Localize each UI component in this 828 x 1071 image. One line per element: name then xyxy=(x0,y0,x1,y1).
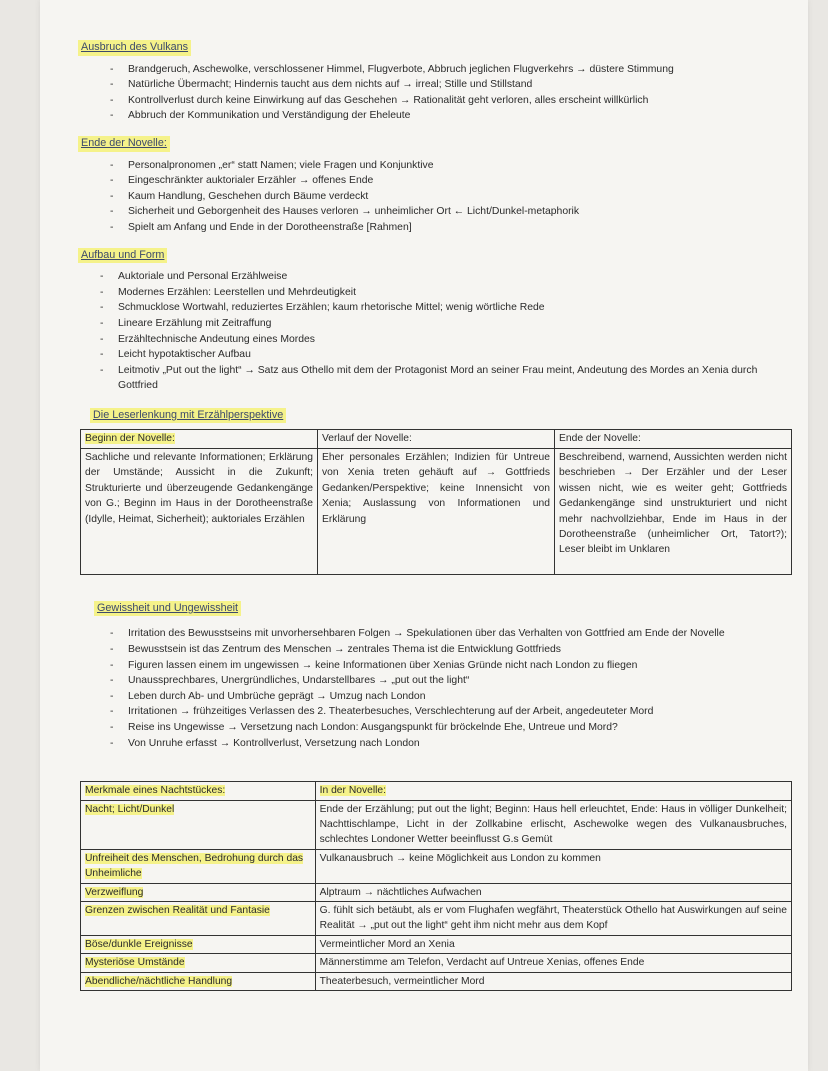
table-row xyxy=(81,849,792,883)
list-item: - Bewusstsein ist das Zentrum des Menschen → zentrales Thema ist die Entwicklung Gottfrieds xyxy=(110,642,792,658)
table-row xyxy=(81,782,792,800)
bullet-list xyxy=(80,269,792,394)
table-cell: Nacht; Licht/Dunkel xyxy=(81,800,316,849)
list-item: - Schmucklose Wortwahl, reduziertes Erzählen; kaum rhetorische Mittel; wenig wörtliche Rede xyxy=(100,300,792,316)
table-cell: Theaterbesuch, vermeintlicher Mord xyxy=(315,972,791,990)
document-page xyxy=(40,0,808,1071)
section-heading: Ende der Novelle: xyxy=(78,136,170,152)
table-row xyxy=(81,800,792,849)
table-cell: Männerstimme am Telefon, Verdacht auf Untreue Xenias, offenes Ende xyxy=(315,954,791,972)
table-cell: Vulkanausbruch → keine Möglichkeit aus London zu kommen xyxy=(315,849,791,883)
list-item: - Personalpronomen „er“ statt Namen; viele Fragen und Konjunktive xyxy=(110,158,792,174)
table-cell: G. fühlt sich betäubt, als er vom Flughafen wegfährt, Theaterstück Othello hat Auswirkungen auf seine Realität → „put out the light“ geht ihm nicht mehr aus dem Kopf xyxy=(315,902,791,936)
table-header-cell: Beginn der Novelle: xyxy=(81,430,318,448)
table-row xyxy=(81,972,792,990)
leserlenkung-table xyxy=(80,429,792,574)
section-ende xyxy=(80,136,792,236)
table-cell: Verzweiflung xyxy=(81,883,316,901)
list-item: - Leitmotiv „Put out the light“ → Satz aus Othello mit dem der Protagonist Mord an seiner Frau meint, Andeutung des Mordes an Xenia durch Gottfried xyxy=(100,363,792,394)
page-content xyxy=(80,40,792,991)
section-leserlenkung xyxy=(80,408,792,575)
list-item: - Lineare Erzählung mit Zeitraffung xyxy=(100,316,792,332)
list-item: - Irritationen → frühzeitiges Verlassen des 2. Theaterbesuches, Verschlechterung auf der Arbeit, angedeuteter Mord xyxy=(110,704,792,720)
table-cell: Mysteriöse Umstände xyxy=(81,954,316,972)
table-cell: Alptraum → nächtliches Aufwachen xyxy=(315,883,791,901)
table-cell: Sachliche und relevante Informationen; Erklärung der Umstände; Aussicht in die Zukunft; Strukturierte und überzeugende Gedankengänge von G.; Beginn im Haus in der Dorotheenstraße (Idylle, Heimat, Sicherheit); auktoriales Erzählen xyxy=(81,448,318,574)
list-item: - Kaum Handlung, Geschehen durch Bäume verdeckt xyxy=(110,189,792,205)
list-item: - Spielt am Anfang und Ende in der Dorotheenstraße [Rahmen] xyxy=(110,220,792,236)
list-item: - Brandgeruch, Aschewolke, verschlossener Himmel, Flugverbote, Abbruch jeglichen Flugverkehrs → düstere Stimmung xyxy=(110,62,792,78)
table-cell: Unfreiheit des Menschen, Bedrohung durch das Unheimliche xyxy=(81,849,316,883)
table-row xyxy=(81,935,792,953)
list-item: - Modernes Erzählen: Leerstellen und Mehrdeutigkeit xyxy=(100,285,792,301)
list-item: - Auktoriale und Personal Erzählweise xyxy=(100,269,792,285)
list-item: - Abbruch der Kommunikation und Verständigung der Eheleute xyxy=(110,108,792,124)
section-heading: Aufbau und Form xyxy=(78,248,167,264)
list-item: - Figuren lassen einem im ungewissen → keine Informationen über Xenias Gründe nicht nach London zu fliegen xyxy=(110,658,792,674)
table-cell: Ende der Erzählung; put out the light; Beginn: Haus hell erleuchtet, Ende: Haus in völliger Dunkelheit; Nachttischlampe, Licht in der Zollkabine erlischt, Aschewolke wegen des Vulkanausbruches, schlechtes Londoner Wetter beeinflusst G.s Gemüt xyxy=(315,800,791,849)
section-heading: Gewissheit und Ungewissheit xyxy=(94,601,241,617)
list-item: - Sicherheit und Geborgenheit des Hauses verloren → unheimlicher Ort ← Licht/Dunkel-metaphorik xyxy=(110,204,792,220)
list-item: - Von Unruhe erfasst → Kontrollverlust, Versetzung nach London xyxy=(110,736,792,752)
list-item: - Eingeschränkter auktorialer Erzähler → offenes Ende xyxy=(110,173,792,189)
list-item: - Unaussprechbares, Unergründliches, Undarstellbares → „put out the light“ xyxy=(110,673,792,689)
table-cell: Vermeintlicher Mord an Xenia xyxy=(315,935,791,953)
list-item: - Kontrollverlust durch keine Einwirkung auf das Geschehen → Rationalität geht verloren, alles erscheint willkürlich xyxy=(110,93,792,109)
section-gewissheit xyxy=(80,601,792,751)
table-cell: Grenzen zwischen Realität und Fantasie xyxy=(81,902,316,936)
bullet-list xyxy=(80,158,792,236)
list-item: - Reise ins Ungewisse → Versetzung nach London: Ausgangspunkt für bröckelnde Ehe, Untreue und Mord? xyxy=(110,720,792,736)
bullet-list xyxy=(80,626,792,751)
list-item: - Natürliche Übermacht; Hindernis taucht aus dem nichts auf → irreal; Stille und Stillstand xyxy=(110,77,792,93)
table-row xyxy=(81,448,792,574)
section-heading: Die Leserlenkung mit Erzählperspektive xyxy=(90,408,286,424)
table-cell: Beschreibend, warnend, Aussichten werden nicht beschrieben → Der Erzähler und der Leser wissen nicht, wie es weiter geht; Gottfrieds Gedankengänge sind unstrukturiert und nicht mehr nachvollziehbar, Ende im Haus in der Dorotheenstraße (unheimlicher Ort, Tatort?); Leser bleibt im Unklaren xyxy=(555,448,792,574)
table-row xyxy=(81,430,792,448)
table-cell: Abendliche/nächtliche Handlung xyxy=(81,972,316,990)
table-header-cell: Ende der Novelle: xyxy=(555,430,792,448)
list-item: - Irritation des Bewusstseins mit unvorhersehbaren Folgen → Spekulationen über das Verhalten von Gottfried am Ende der Novelle xyxy=(110,626,792,642)
section-vulkan xyxy=(80,40,792,124)
table-row xyxy=(81,883,792,901)
nachtstueck-table xyxy=(80,781,792,991)
table-row xyxy=(81,954,792,972)
section-aufbau xyxy=(80,248,792,394)
list-item: - Leben durch Ab- und Umbrüche geprägt → Umzug nach London xyxy=(110,689,792,705)
table-cell: Eher personales Erzählen; Indizien für Untreue von Xenia treten gehäuft auf → Gottfrieds Gedanken/Perspektive; keine Innensicht von Xenia; Auslassung von Informationen und Erklärung xyxy=(318,448,555,574)
list-item: - Erzähltechnische Andeutung eines Mordes xyxy=(100,332,792,348)
table-header-cell: Verlauf der Novelle: xyxy=(318,430,555,448)
bullet-list xyxy=(80,62,792,124)
list-item: - Leicht hypotaktischer Aufbau xyxy=(100,347,792,363)
section-heading: Ausbruch des Vulkans xyxy=(78,40,191,56)
table-header-cell: Merkmale eines Nachtstückes: xyxy=(81,782,316,800)
table-header-cell: In der Novelle: xyxy=(315,782,791,800)
table-cell: Böse/dunkle Ereignisse xyxy=(81,935,316,953)
table-row xyxy=(81,902,792,936)
